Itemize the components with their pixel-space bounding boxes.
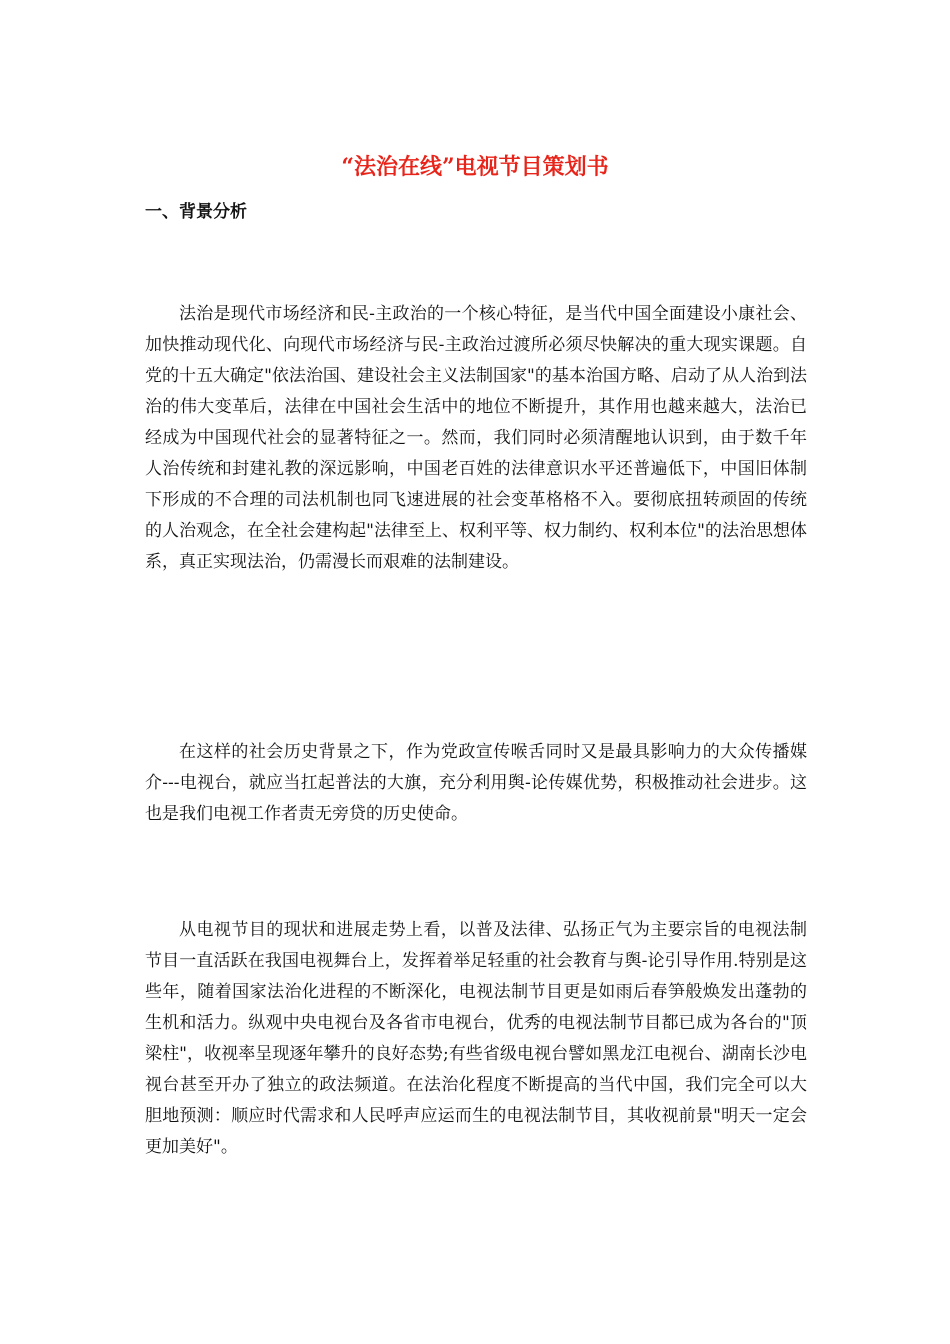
paragraph-2: 在这样的社会历史背景之下，作为党政宣传喉舌同时又是最具影响力的大众传播媒介---电视台，就应当扛起普法的大旗，充分利用舆-论传媒优势，积极推动社会进步。这也是我们电视工作者责无旁贷的历史使命。 [145,742,807,824]
document-title: “法治在线”电视节目策划书 [341,154,609,180]
section-heading-background-analysis: 一、背景分析 [145,202,247,222]
paragraph-3: 从电视节目的现状和进展走势上看，以普及法律、弘扬正气为主要宗旨的电视法制节目一直活跃在我国电视舞台上，发挥着举足轻重的社会教育与舆-论引导作用.特别是这些年，随着国家法治化进程的不断深化，电视法制节目更是如雨后春笋般焕发出蓬勃的生机和活力。纵观中央电视台及各省市电视台，优秀的电视法制节目都已成为各台的"顶梁柱"，收视率呈现逐年攀升的良好态势;有些省级电视台譬如黑龙江电视台、湖南长沙电视台甚至开办了独立的政法频道。在法治化程度不断提高的当代中国，我们完全可以大胆地预测：顺应时代需求和人民呼声应运而生的电视法制节目，其收视前景"明天一定会更加美好"。 [145,920,807,1157]
paragraph-1: 法治是现代市场经济和民-主政治的一个核心特征，是当代中国全面建设小康社会、加快推动现代化、向现代市场经济与民-主政治过渡所必须尽快解决的重大现实课题。自党的十五大确定"依法治国、建设社会主义法制国家"的基本治国方略、启动了从人治到法治的伟大变革后，法律在中国社会生活中的地位不断提升，其作用也越来越大，法治已经成为中国现代社会的显著特征之一。然而，我们同时必须清醒地认识到，由于数千年人治传统和封建礼教的深远影响，中国老百姓的法律意识水平还普遍低下，中国旧体制下形成的不合理的司法机制也同飞速进展的社会变革格格不入。要彻底扭转顽固的传统的人治观念，在全社会建构起"法律至上、权利平等、权力制约、权利本位"的法治思想体系，真正实现法治，仍需漫长而艰难的法制建设。 [145,304,807,572]
